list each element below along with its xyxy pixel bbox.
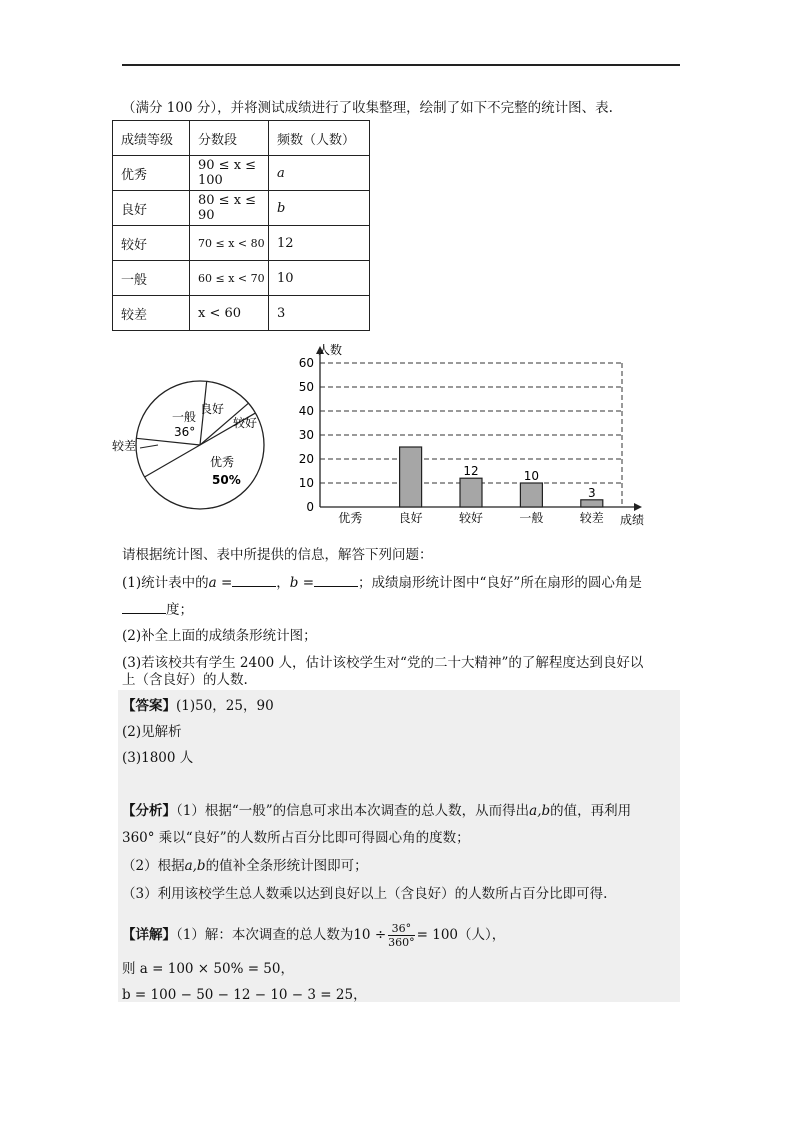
analysis-line-3 — [122, 857, 368, 875]
y-tick-label: 10 — [298, 476, 314, 490]
detail-math: 10 ÷ — [353, 927, 387, 943]
pie-annotation-36: 36° — [174, 425, 196, 439]
table-row — [113, 296, 370, 331]
y-tick-label: 20 — [298, 452, 314, 466]
x-tick-label: 较差 — [579, 511, 604, 525]
detail-math: = 100（人）， — [416, 927, 506, 943]
y-tick-label: 40 — [298, 404, 314, 418]
answer-2: (2)见解析 — [122, 724, 182, 740]
range-cell: 80 ≤ x ≤ 90 — [190, 191, 269, 226]
x-axis-label: 成绩 — [620, 513, 645, 527]
answer-1: (1)50，25，90 — [176, 698, 274, 714]
detail-line-2: 则 a = 100 × 50% = 50， — [122, 961, 294, 977]
prompt-text: 请根据统计图、表中所提供的信息，解答下列问题： — [122, 547, 433, 563]
answer-blank[interactable] — [122, 601, 166, 614]
pie-annotation-50: 50% — [212, 473, 241, 487]
analysis-text: 的值补全条形统计图即可； — [205, 858, 368, 874]
range-cell: x < 60 — [190, 296, 269, 331]
question-1-line2 — [122, 601, 193, 619]
x-tick-label: 良好 — [398, 511, 423, 525]
bar-chart — [290, 340, 670, 530]
y-tick-label: 60 — [298, 356, 314, 370]
x-axis-arrow — [634, 503, 642, 511]
answer-line-1 — [122, 697, 274, 715]
range-cell: 60 ≤ x < 70 — [190, 261, 269, 296]
x-tick-label: 较好 — [458, 511, 484, 525]
table-row — [113, 261, 370, 296]
pie-label-jiaohao: 较好 — [233, 416, 258, 430]
table-header: 成绩等级 — [113, 121, 190, 156]
y-tick-label: 30 — [298, 428, 314, 442]
analysis-line-2: 360° 乘以“良好”的人数所占百分比即可得圆心角的度数； — [122, 830, 470, 846]
question-2: (2)补全上面的成绩条形统计图； — [122, 628, 317, 644]
question-3-line2: 上（含良好）的人数. — [122, 672, 248, 688]
pie-label-jiaocha: 较差 — [112, 439, 137, 453]
table-header: 频数（人数） — [269, 121, 370, 156]
analysis-tag: 【分析】 — [122, 803, 176, 819]
analysis-text: 的值，再利用 — [550, 803, 632, 819]
pie-chart — [110, 370, 290, 520]
bar-data-label: 12 — [463, 464, 479, 479]
detail-line-3: b = 100 − 50 − 12 − 10 − 3 = 25， — [122, 987, 367, 1003]
answer-blank[interactable] — [314, 574, 358, 587]
top-rule — [122, 64, 680, 66]
analysis-line-1 — [122, 802, 631, 820]
fraction-numerator: 36° — [388, 922, 415, 936]
analysis-text: （1）根据“一般”的信息可求出本次调查的总人数，从而得出 — [176, 803, 530, 819]
table-row — [113, 191, 370, 226]
y-tick-label: 0 — [306, 500, 314, 514]
grade-cell: 良好 — [113, 191, 190, 226]
y-tick-label: 50 — [298, 380, 314, 394]
bar — [400, 447, 422, 507]
analysis-text: （2）根据 — [122, 858, 185, 874]
range-cell: 90 ≤ x ≤ 100 — [190, 156, 269, 191]
bar — [520, 483, 542, 507]
question-1 — [122, 574, 642, 592]
grade-cell: 较差 — [113, 296, 190, 331]
q1-degree: 度； — [166, 602, 193, 618]
score-table — [112, 120, 370, 331]
fraction-denominator: 360° — [388, 936, 415, 949]
count-cell: 3 — [269, 296, 370, 331]
q1-comma: ， — [276, 575, 290, 591]
answer-blank[interactable] — [232, 574, 276, 587]
count-cell: a — [269, 156, 370, 191]
analysis-var: a,b — [184, 858, 206, 874]
bar — [581, 500, 603, 507]
question-3: (3)若该校共有学生 2400 人，估计该校学生对“党的二十大精神”的了解程度达到良好以 — [122, 655, 644, 671]
q1-text-b: ；成绩扇形统计图中“良好”所在扇形的圆心角是 — [358, 575, 642, 591]
detail-tag: 【详解】 — [122, 927, 176, 943]
bar-data-label: 3 — [587, 485, 596, 500]
intro-text: （满分 100 分），并将测试成绩进行了收集整理，绘制了如下不完整的统计图、表. — [122, 100, 613, 116]
table-header: 分数段 — [190, 121, 269, 156]
answer-3: (3)1800 人 — [122, 750, 194, 766]
count-cell: 12 — [269, 226, 370, 261]
fraction — [388, 922, 415, 949]
detail-text: （1）解：本次调查的总人数为 — [176, 927, 354, 943]
pie-label-lianghao: 良好 — [200, 402, 225, 416]
y-axis-label: 人数 — [318, 343, 343, 357]
pie-label-yiban: 一般 — [172, 410, 197, 424]
bar — [460, 478, 482, 507]
grade-cell: 一般 — [113, 261, 190, 296]
x-tick-label: 一般 — [519, 511, 544, 525]
table-row — [113, 226, 370, 261]
x-tick-label: 优秀 — [338, 511, 363, 525]
table-row — [113, 156, 370, 191]
analysis-line-4: （3）利用该校学生总人数乘以达到良好以上（含良好）的人数所占百分比即可得. — [122, 886, 608, 902]
answer-tag: 【答案】 — [122, 698, 176, 714]
q1-var-a: a = — [208, 575, 233, 591]
pie-label-youxiu: 优秀 — [210, 455, 235, 469]
grade-cell: 较好 — [113, 226, 190, 261]
count-cell: b — [269, 191, 370, 226]
analysis-var: a,b — [529, 803, 551, 819]
range-cell: 70 ≤ x < 80 — [190, 226, 269, 261]
bar-data-label: 10 — [523, 469, 540, 483]
q1-text-a: (1)统计表中的 — [122, 575, 209, 591]
table-header-row — [113, 121, 370, 156]
grade-cell: 优秀 — [113, 156, 190, 191]
count-cell: 10 — [269, 261, 370, 296]
q1-var-b: b = — [289, 575, 315, 591]
detail-line-1 — [122, 922, 505, 949]
